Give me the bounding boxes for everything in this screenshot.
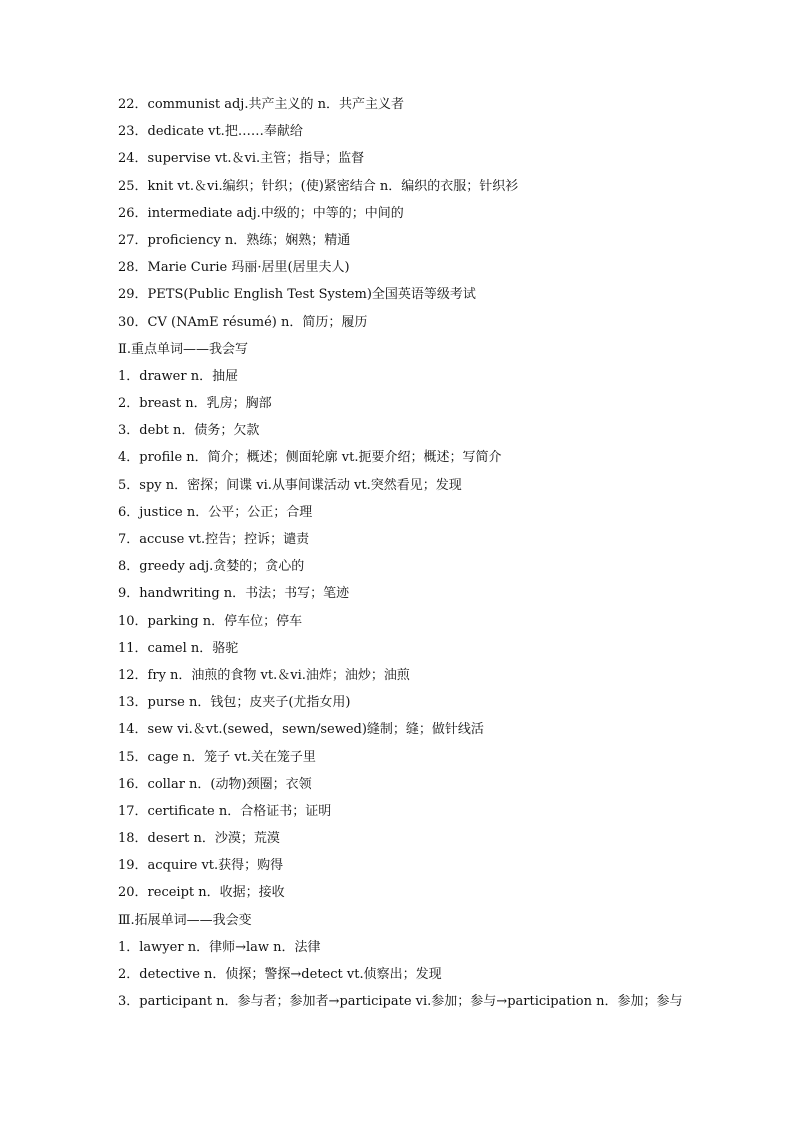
vocab-item: 14．sew vi.＆vt.(sewed，sewn/sewed)缝制；缝；做针线活 [118,722,484,738]
vocab-item: 2．breast n．乳房；胸部 [118,396,272,412]
vocab-item: 18．desert n．沙漠；荒漠 [118,831,280,847]
vocab-item: 7．accuse vt.控告；控诉；谴责 [118,532,310,547]
vocab-item: 3．participant n．参与者；参加者→participate vi.参加；参与→participation n．参加；参与 [118,994,683,1010]
vocab-item: 8．greedy adj.贪婪的；贪心的 [118,559,305,575]
vocab-item: 9．handwriting n．书法；书写；笔迹 [118,586,350,602]
vocab-item: 1．drawer n．抽屉 [118,368,239,384]
vocab-item: 20．receipt n．收据；接收 [118,885,285,901]
vocab-item: 17．certificate n．合格证书；证明 [118,803,332,819]
vocab-item: 5．spy n．密探；间谍 vi.从事间谍活动 vt.突然看见；发现 [118,477,462,493]
vocab-item: 4．profile n．简介；概述；侧面轮廓 vt.扼要介绍；概述；写简介 [118,450,502,466]
vocab-item: 12．fry n．油煎的食物 vt.＆vi.油炸；油炒；油煎 [118,667,410,683]
vocab-item: 3．debt n．债务；欠款 [118,423,260,439]
vocab-item: 27．proficiency n．熟练；娴熟；精通 [118,232,351,248]
vocab-item: 1．lawyer n．律师→law n．法律 [118,939,321,955]
vocab-item: 22．communist adj.共产主义的 n．共产主义者 [118,97,404,112]
section-heading: Ⅱ.重点单词——我会写 [118,341,248,357]
vocab-item: 30．CV (NAmE résumé) n．简历；履历 [118,314,368,330]
vocab-item: 11．camel n．骆驼 [118,640,239,656]
vocab-item: 16．collar n．(动物)颈圈；衣领 [118,776,312,792]
vocab-item: 23．dedicate vt.把……奉献给 [118,124,303,140]
vocab-item: 25．knit vt.＆vi.编织；针织；(使)紧密结合 n．编织的衣服；针织衫 [118,178,519,194]
vocabulary-page [118,91,738,1015]
vocab-item: 26．intermediate adj.中级的；中等的；中间的 [118,205,404,221]
vocab-item: 24．supervise vt.＆vi.主管；指导；监督 [118,151,365,167]
vocab-item: 13．purse n．钱包；皮夹子(尤指女用) [118,695,351,711]
vocab-item: 10．parking n．停车位；停车 [118,613,303,629]
vocab-item: 6．justice n．公平；公正；合理 [118,504,313,520]
vocab-item: 2．detective n．侦探；警探→detect vt.侦察出；发现 [118,967,442,982]
vocab-item: 29．PETS(Public English Test System)全国英语等级考试 [118,287,476,303]
vocab-item: 15．cage n．笼子 vt.关在笼子里 [118,749,316,765]
vocab-item: 28．Marie Curie 玛丽·居里(居里夫人) [118,260,350,276]
vocab-item: 19．acquire vt.获得；购得 [118,858,284,874]
section-heading: Ⅲ.拓展单词——我会变 [118,912,252,928]
